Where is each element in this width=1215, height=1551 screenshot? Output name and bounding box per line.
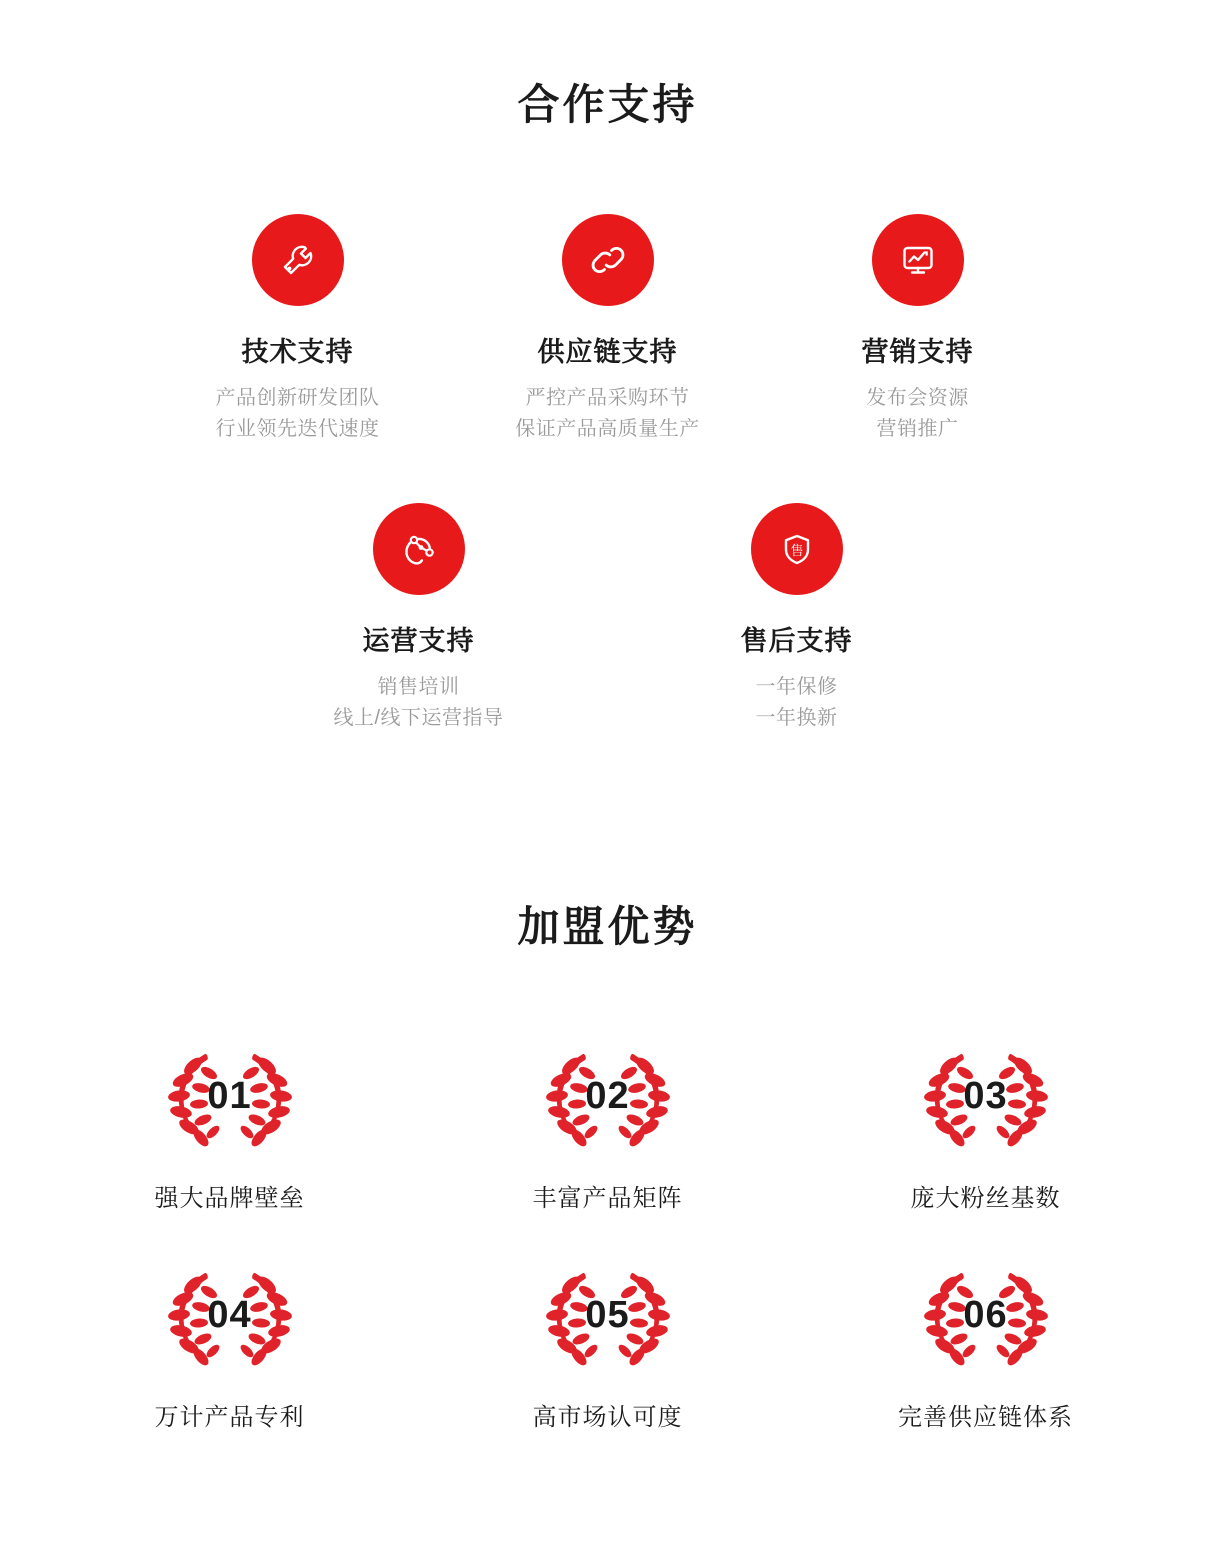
support-item-operations [230, 503, 608, 734]
support-desc-line: 线上/线下运营指导 [333, 707, 504, 729]
support-item-desc [515, 383, 700, 445]
laurel-wreath-icon [135, 1040, 325, 1160]
page-title-advantage: 加盟优势 [517, 903, 698, 950]
support-desc-line: 销售培训 [377, 676, 460, 698]
support-item-name: 供应链支持 [537, 337, 678, 367]
wrench-icon [252, 214, 344, 306]
advantage-label: 庞大粉丝基数 [910, 1185, 1061, 1212]
network-nodes-icon [373, 503, 465, 595]
advantage-item [41, 1259, 419, 1432]
support-row-2 [0, 503, 1215, 734]
advantage-label: 完善供应链体系 [898, 1404, 1073, 1431]
advantage-row-1 [0, 1040, 1215, 1213]
advantage-item [41, 1040, 419, 1213]
laurel-wreath-icon [513, 1259, 703, 1379]
advantage-item [797, 1259, 1175, 1432]
advantage-number: 01 [207, 1074, 252, 1117]
support-section [0, 72, 1215, 734]
support-item-name: 售后支持 [740, 626, 853, 656]
advantage-number: 04 [207, 1293, 252, 1336]
support-item-name: 技术支持 [241, 337, 354, 367]
advantage-label: 强大品牌壁垒 [154, 1185, 305, 1212]
advantage-number: 06 [963, 1293, 1008, 1336]
support-item-aftersale [608, 503, 986, 734]
laurel-wreath-icon [513, 1040, 703, 1160]
advantage-number: 02 [585, 1074, 630, 1117]
advantage-section [0, 894, 1215, 1432]
support-item-tech [143, 214, 453, 445]
support-item-name: 营销支持 [861, 337, 974, 367]
support-desc-line: 营销推广 [876, 418, 959, 440]
svg-text:售: 售 [789, 543, 804, 558]
advantage-item [797, 1040, 1175, 1213]
support-item-desc [866, 383, 969, 445]
support-desc-line: 一年保修 [755, 676, 838, 698]
advantage-number: 03 [963, 1074, 1008, 1117]
advantage-item [419, 1259, 797, 1432]
advantage-label: 万计产品专利 [154, 1404, 305, 1431]
support-desc-line: 产品创新研发团队 [215, 387, 380, 409]
chart-monitor-icon [872, 214, 964, 306]
support-item-desc [216, 383, 380, 445]
support-item-desc [756, 672, 838, 734]
laurel-wreath-icon [891, 1259, 1081, 1379]
shield-after-sale-icon [751, 503, 843, 595]
support-desc-line: 保证产品高质量生产 [515, 418, 700, 440]
support-item-desc [333, 672, 503, 734]
advantage-number: 05 [585, 1293, 630, 1336]
advantage-label: 丰富产品矩阵 [532, 1185, 683, 1212]
page-title-support: 合作支持 [517, 81, 698, 128]
support-item-supplychain [453, 214, 763, 445]
advantage-item [419, 1040, 797, 1213]
support-desc-line: 严控产品采购环节 [525, 387, 690, 409]
laurel-wreath-icon [135, 1259, 325, 1379]
support-item-name: 运营支持 [362, 626, 475, 656]
advantage-row-2 [0, 1259, 1215, 1432]
laurel-wreath-icon [891, 1040, 1081, 1160]
page-root [0, 72, 1215, 1551]
support-row-1 [0, 214, 1215, 445]
support-desc-line: 一年换新 [755, 707, 838, 729]
support-desc-line: 发布会资源 [866, 387, 969, 409]
advantage-label: 高市场认可度 [532, 1404, 683, 1431]
support-desc-line: 行业领先迭代速度 [215, 418, 380, 440]
chain-link-icon [562, 214, 654, 306]
support-item-marketing [763, 214, 1073, 445]
